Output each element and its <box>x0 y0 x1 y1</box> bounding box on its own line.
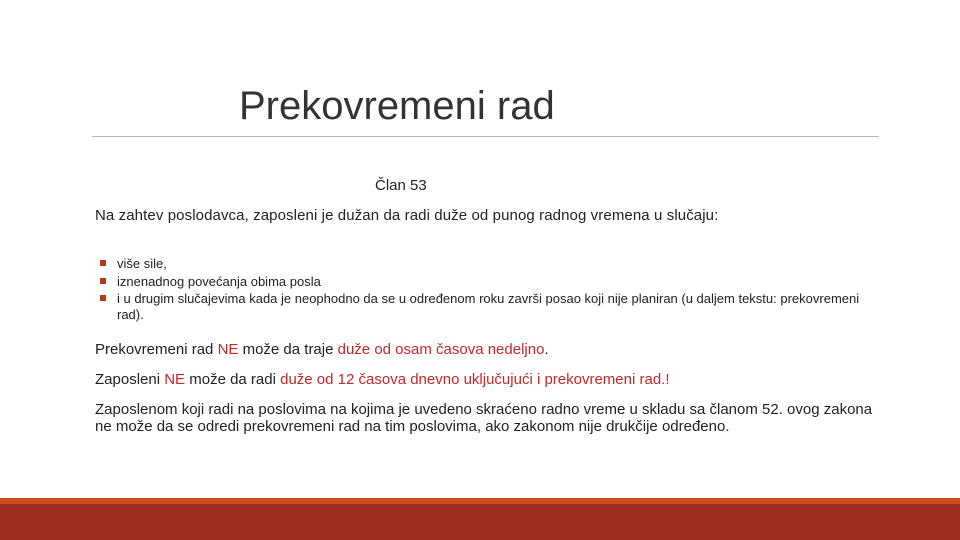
footer-bar-highlight <box>0 498 960 504</box>
slide-title: Prekovremeni rad <box>239 84 555 128</box>
list-item <box>100 256 870 272</box>
list-item-text: iznenadnog povećanja obima posla <box>117 273 321 289</box>
emphasis-text: duže od 12 časova dnevno uključujući i prekovremeni rad. <box>280 371 666 388</box>
list-item <box>100 274 870 290</box>
paragraph-overtime-limit <box>95 341 549 359</box>
emphasis-text: NE <box>217 341 239 358</box>
paragraph-daily-limit <box>95 371 670 389</box>
text-run: može da radi <box>185 371 281 388</box>
emphasis-text: duže od osam časova nedeljno <box>337 341 545 358</box>
footer-bar <box>0 498 960 540</box>
list-item <box>100 291 870 322</box>
emphasis-text: NE <box>164 371 186 388</box>
square-bullet-icon <box>100 295 106 301</box>
text-run: . <box>544 341 549 358</box>
list-item-text: i u drugim slučajevima kada je neophodno da se u određenom roku završi posao koji nije planiran (u daljem tekstu: prekovremeni rad). <box>117 291 860 322</box>
emphasis-text: ! <box>665 371 670 388</box>
text-run: može da traje <box>238 341 338 358</box>
article-heading: Član 53 <box>375 177 427 194</box>
bullet-list <box>100 256 870 324</box>
title-divider <box>92 136 879 137</box>
text-run: Prekovremeni rad <box>95 341 218 358</box>
square-bullet-icon <box>100 278 106 284</box>
text-run: Zaposleni <box>95 371 165 388</box>
paragraph-reduced-hours: Zaposlenom koji radi na poslovima na kojima je uvedeno skraćeno radno vreme u skladu sa članom 52. ovog zakona ne može da se odredi prekovremeni rad na tim poslovima, ako zakonom nije drukčije određeno. <box>95 401 873 435</box>
square-bullet-icon <box>100 260 106 266</box>
intro-text: Na zahtev poslodavca, zaposleni je dužan da radi duže od punog radnog vremena u slučaju: <box>95 207 719 224</box>
list-item-text: više sile, <box>117 256 167 271</box>
